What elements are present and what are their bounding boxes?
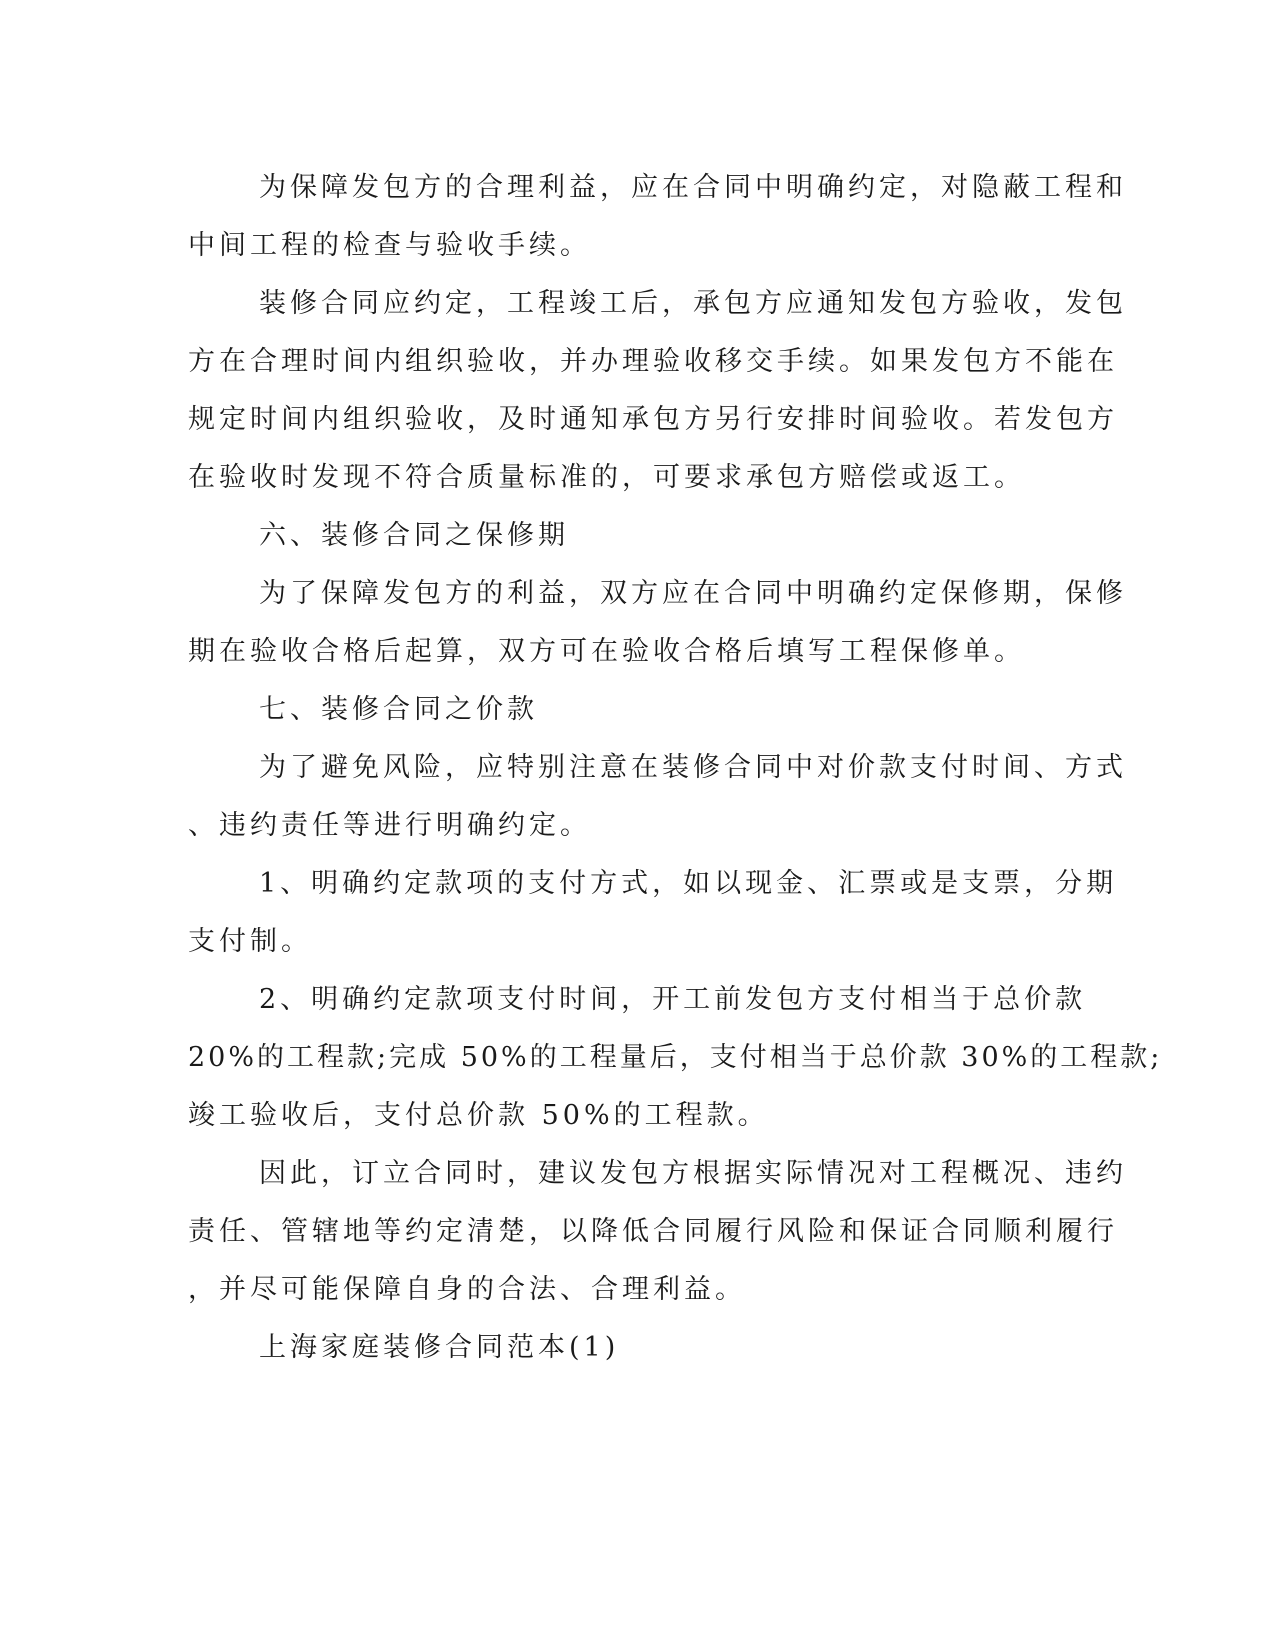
paragraph-line: 竣工验收后，支付总价款 50%的工程款。 [188,1100,769,1131]
paragraph-line: ，并尽可能保障自身的合法、合理利益。 [188,1274,746,1305]
section-heading: 上海家庭装修合同范本(1) [259,1332,620,1363]
section-heading: 七、装修合同之价款 [259,694,538,725]
paragraph-line: 规定时间内组织验收，及时通知承包方另行安排时间验收。若发包方 [188,404,1118,435]
paragraph-line: 2、明确约定款项支付时间，开工前发包方支付相当于总价款 [259,984,1087,1015]
paragraph-line: 、违约责任等进行明确约定。 [188,810,591,841]
paragraph-line: 为了保障发包方的利益，双方应在合同中明确约定保修期，保修 [259,578,1127,609]
section-heading: 六、装修合同之保修期 [259,520,569,551]
paragraph-line: 支付制。 [188,926,312,957]
paragraph-line: 1、明确约定款项的支付方式，如以现金、汇票或是支票，分期 [259,868,1118,899]
paragraph-line: 装修合同应约定，工程竣工后，承包方应通知发包方验收，发包 [259,288,1127,319]
paragraph-line: 因此，订立合同时，建议发包方根据实际情况对工程概况、违约 [259,1158,1127,1189]
paragraph-line: 中间工程的检查与验收手续。 [188,230,591,261]
paragraph-line: 为保障发包方的合理利益，应在合同中明确约定，对隐蔽工程和 [259,172,1127,203]
paragraph-line: 方在合理时间内组织验收，并办理验收移交手续。如果发包方不能在 [188,346,1118,377]
paragraph-line: 在验收时发现不符合质量标准的，可要求承包方赔偿或返工。 [188,462,1025,493]
paragraph-line: 责任、管辖地等约定清楚，以降低合同履行风险和保证合同顺利履行 [188,1216,1118,1247]
paragraph-line: 期在验收合格后起算，双方可在验收合格后填写工程保修单。 [188,636,1025,667]
paragraph-line: 为了避免风险，应特别注意在装修合同中对价款支付时间、方式 [259,752,1127,783]
paragraph-line: 20%的工程款;完成 50%的工程量后，支付相当于总价款 30%的工程款; [188,1042,1163,1073]
